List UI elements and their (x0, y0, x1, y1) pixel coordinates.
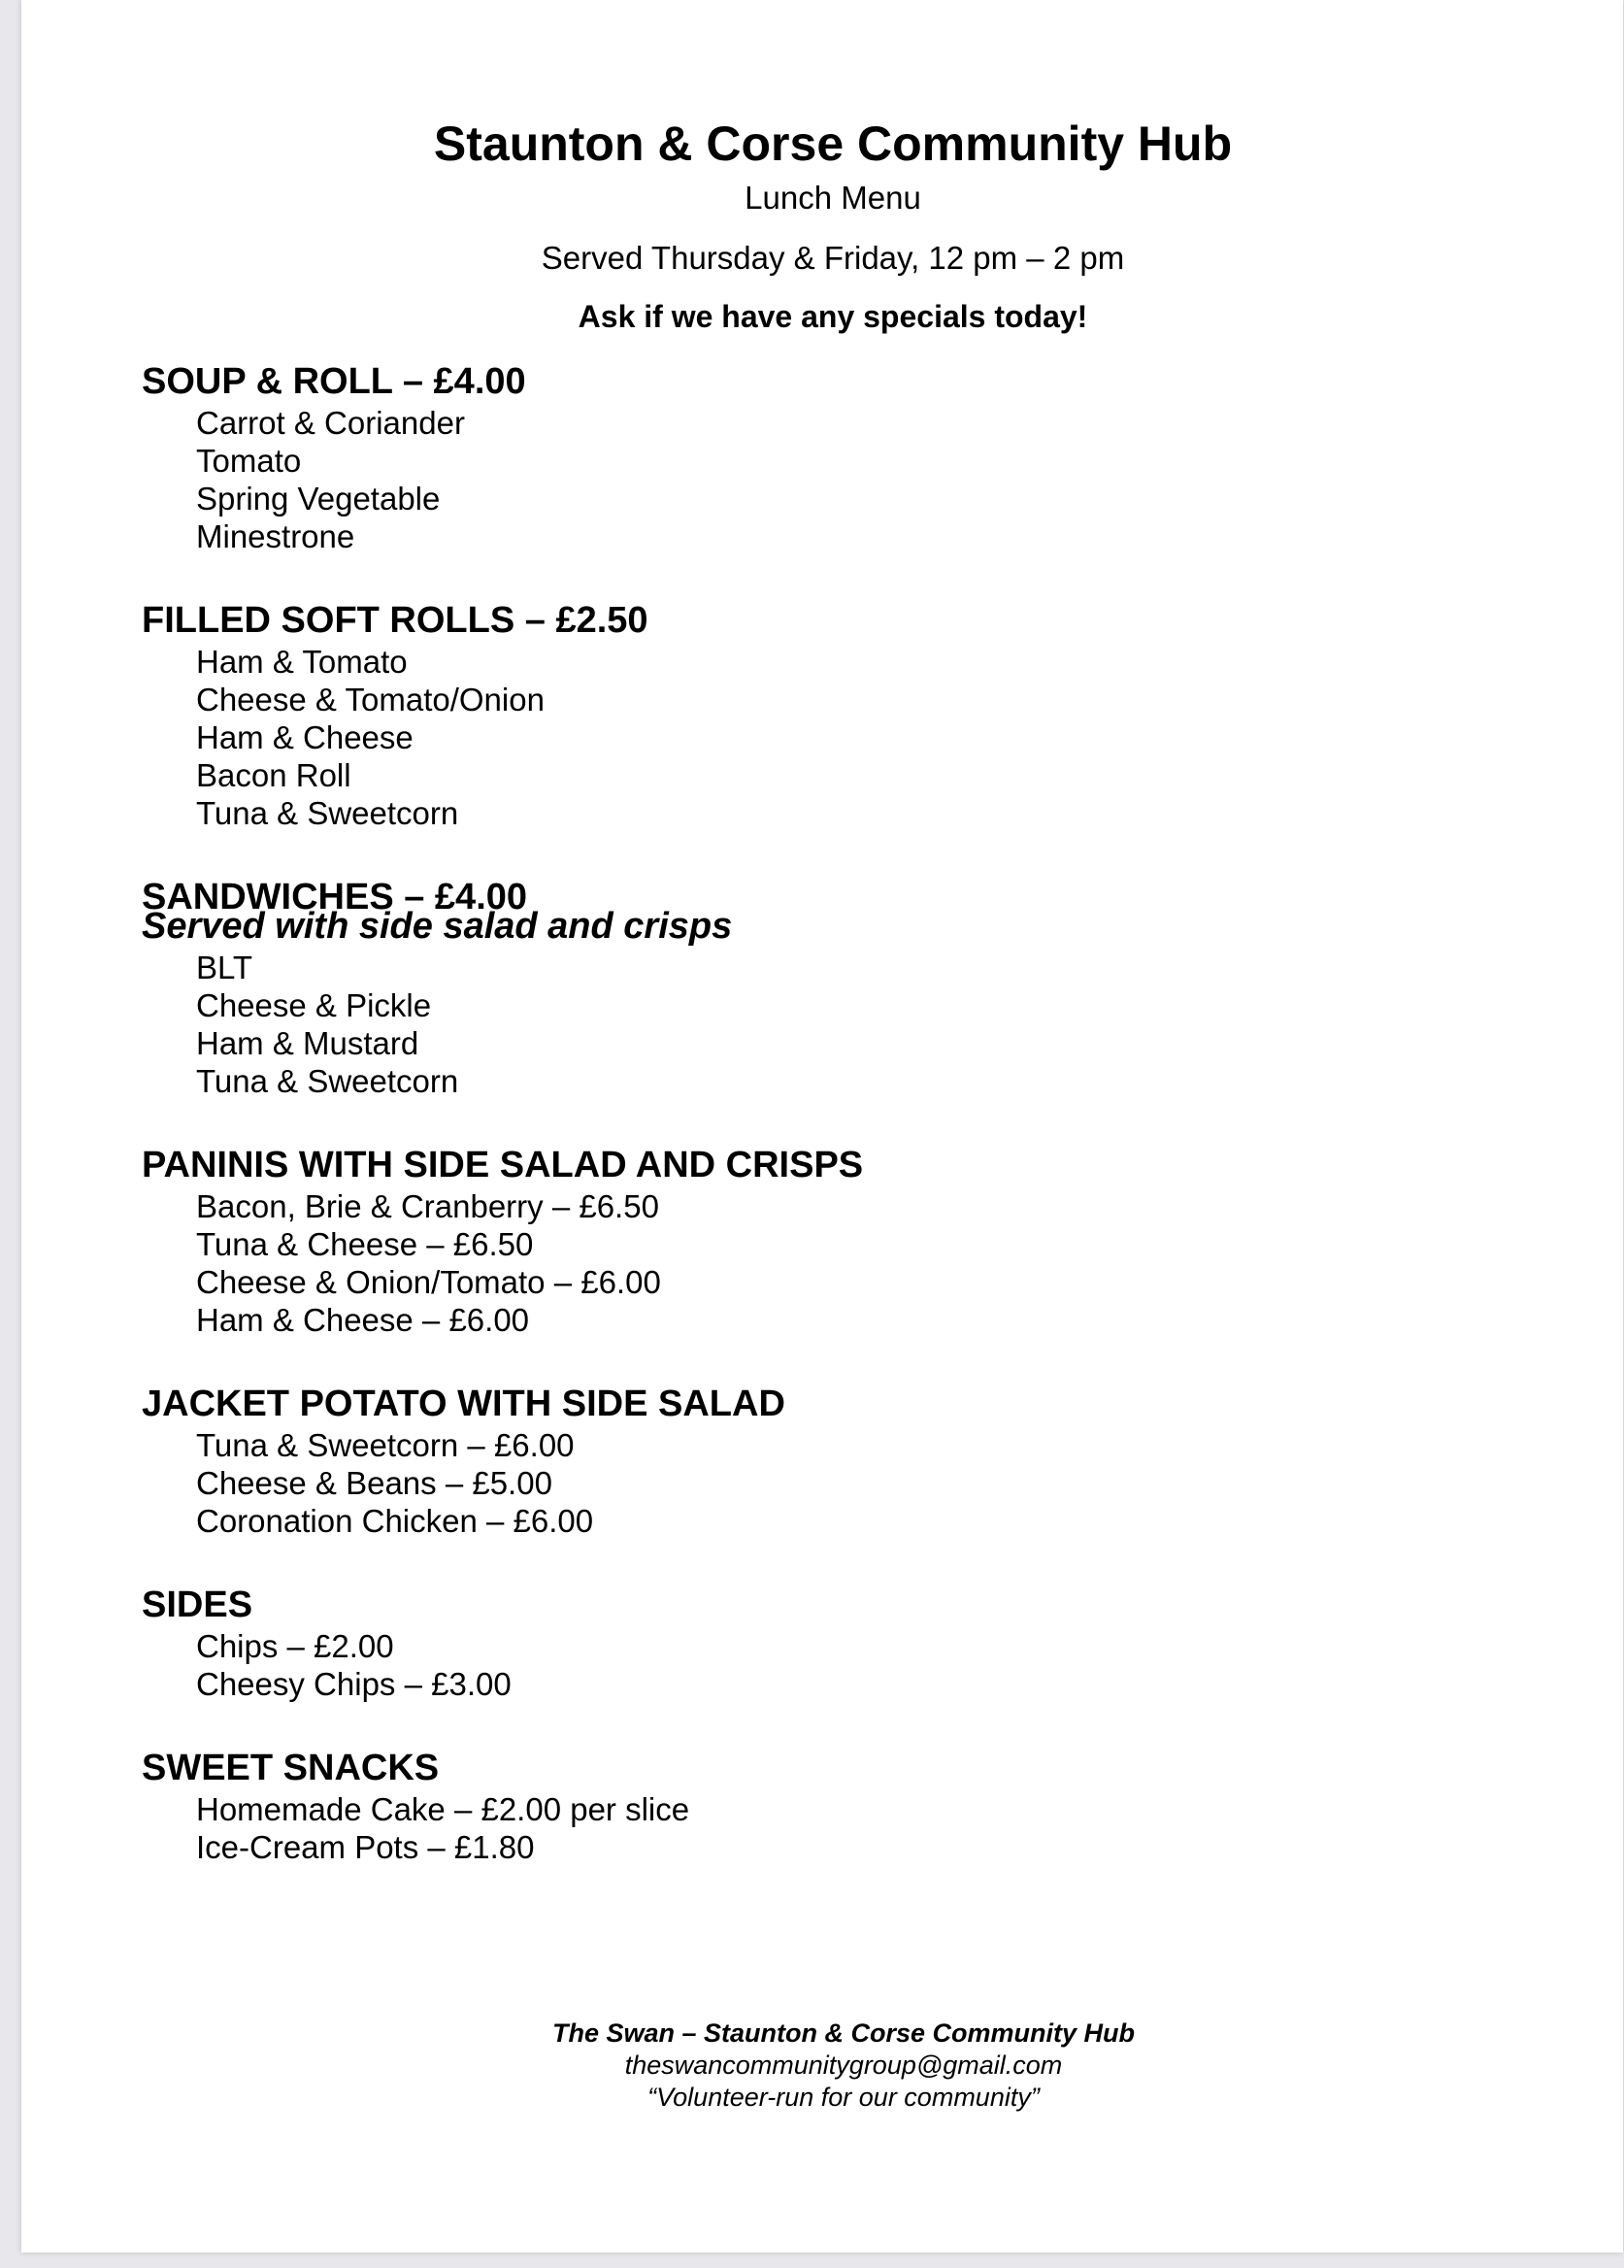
section-heading: SANDWICHES – £4.00 (142, 877, 528, 917)
item-list (142, 1627, 1501, 1703)
section-note: Served with side salad and crisps (142, 906, 733, 947)
menu-item: Ice-Cream Pots – £1.80 (196, 1829, 535, 1865)
menu-item: Spring Vegetable (196, 481, 441, 517)
menu-footer (43, 2018, 1624, 2114)
menu-page (21, 0, 1623, 2252)
section-soup-and-roll (142, 359, 1501, 555)
section-heading: FILLED SOFT ROLLS – £2.50 (142, 600, 648, 641)
page-title: Staunton & Corse Community Hub (433, 117, 1233, 171)
footer-venue-name: The Swan – Staunton & Corse Community Hub (551, 2018, 1136, 2048)
item-list (142, 643, 1501, 832)
menu-item: Ham & Cheese – £6.00 (196, 1302, 530, 1338)
menu-item: Ham & Tomato (196, 644, 408, 680)
menu-sections (142, 359, 1501, 1866)
menu-item: Cheese & Tomato/Onion (196, 682, 545, 717)
specials-notice: Ask if we have any specials today! (578, 299, 1088, 334)
menu-item: Homemade Cake – £2.00 per slice (196, 1791, 690, 1827)
menu-item: Ham & Mustard (196, 1025, 419, 1061)
menu-item: Cheesy Chips – £3.00 (196, 1666, 512, 1702)
menu-subtitle: Lunch Menu (745, 180, 921, 216)
menu-item: Chips – £2.00 (196, 1628, 394, 1664)
section-heading: SOUP & ROLL – £4.00 (142, 361, 526, 402)
item-list (142, 1187, 1501, 1339)
menu-header (21, 115, 1623, 336)
menu-item: Coronation Chicken – £6.00 (196, 1503, 594, 1539)
serving-times: Served Thursday & Friday, 12 pm – 2 pm (541, 240, 1125, 276)
footer-tagline: “Volunteer-run for our community” (647, 2083, 1040, 2112)
menu-item: Tuna & Cheese – £6.50 (196, 1226, 534, 1262)
section-sides (142, 1583, 1501, 1703)
section-jacket-potato (142, 1382, 1501, 1540)
menu-item: BLT (196, 950, 253, 985)
item-list (142, 1790, 1501, 1866)
menu-item: Ham & Cheese (196, 719, 414, 755)
section-heading: SWEET SNACKS (142, 1748, 440, 1788)
menu-item: Carrot & Coriander (196, 405, 465, 441)
menu-item: Tuna & Sweetcorn – £6.00 (196, 1427, 575, 1463)
item-list (142, 1426, 1501, 1540)
menu-item: Bacon Roll (196, 757, 351, 793)
section-paninis (142, 1143, 1501, 1339)
section-heading: PANINIS WITH SIDE SALAD AND CRISPS (142, 1145, 864, 1185)
item-list (142, 949, 1501, 1100)
footer-email: theswancommunitygroup@gmail.com (624, 2051, 1063, 2080)
section-heading: SIDES (142, 1584, 253, 1625)
section-filled-soft-rolls (142, 598, 1501, 832)
section-heading: JACKET POTATO WITH SIDE SALAD (142, 1384, 785, 1424)
menu-item: Minestrone (196, 518, 355, 554)
section-sweet-snacks (142, 1746, 1501, 1866)
menu-item: Bacon, Brie & Cranberry – £6.50 (196, 1188, 659, 1224)
section-sandwiches (142, 875, 1501, 1100)
menu-item: Cheese & Pickle (196, 987, 432, 1023)
menu-item: Cheese & Onion/Tomato – £6.00 (196, 1264, 661, 1300)
menu-item: Cheese & Beans – £5.00 (196, 1465, 552, 1501)
item-list (142, 404, 1501, 555)
menu-item: Tomato (196, 443, 302, 479)
menu-item: Tuna & Sweetcorn (196, 795, 459, 831)
menu-item: Tuna & Sweetcorn (196, 1063, 459, 1099)
